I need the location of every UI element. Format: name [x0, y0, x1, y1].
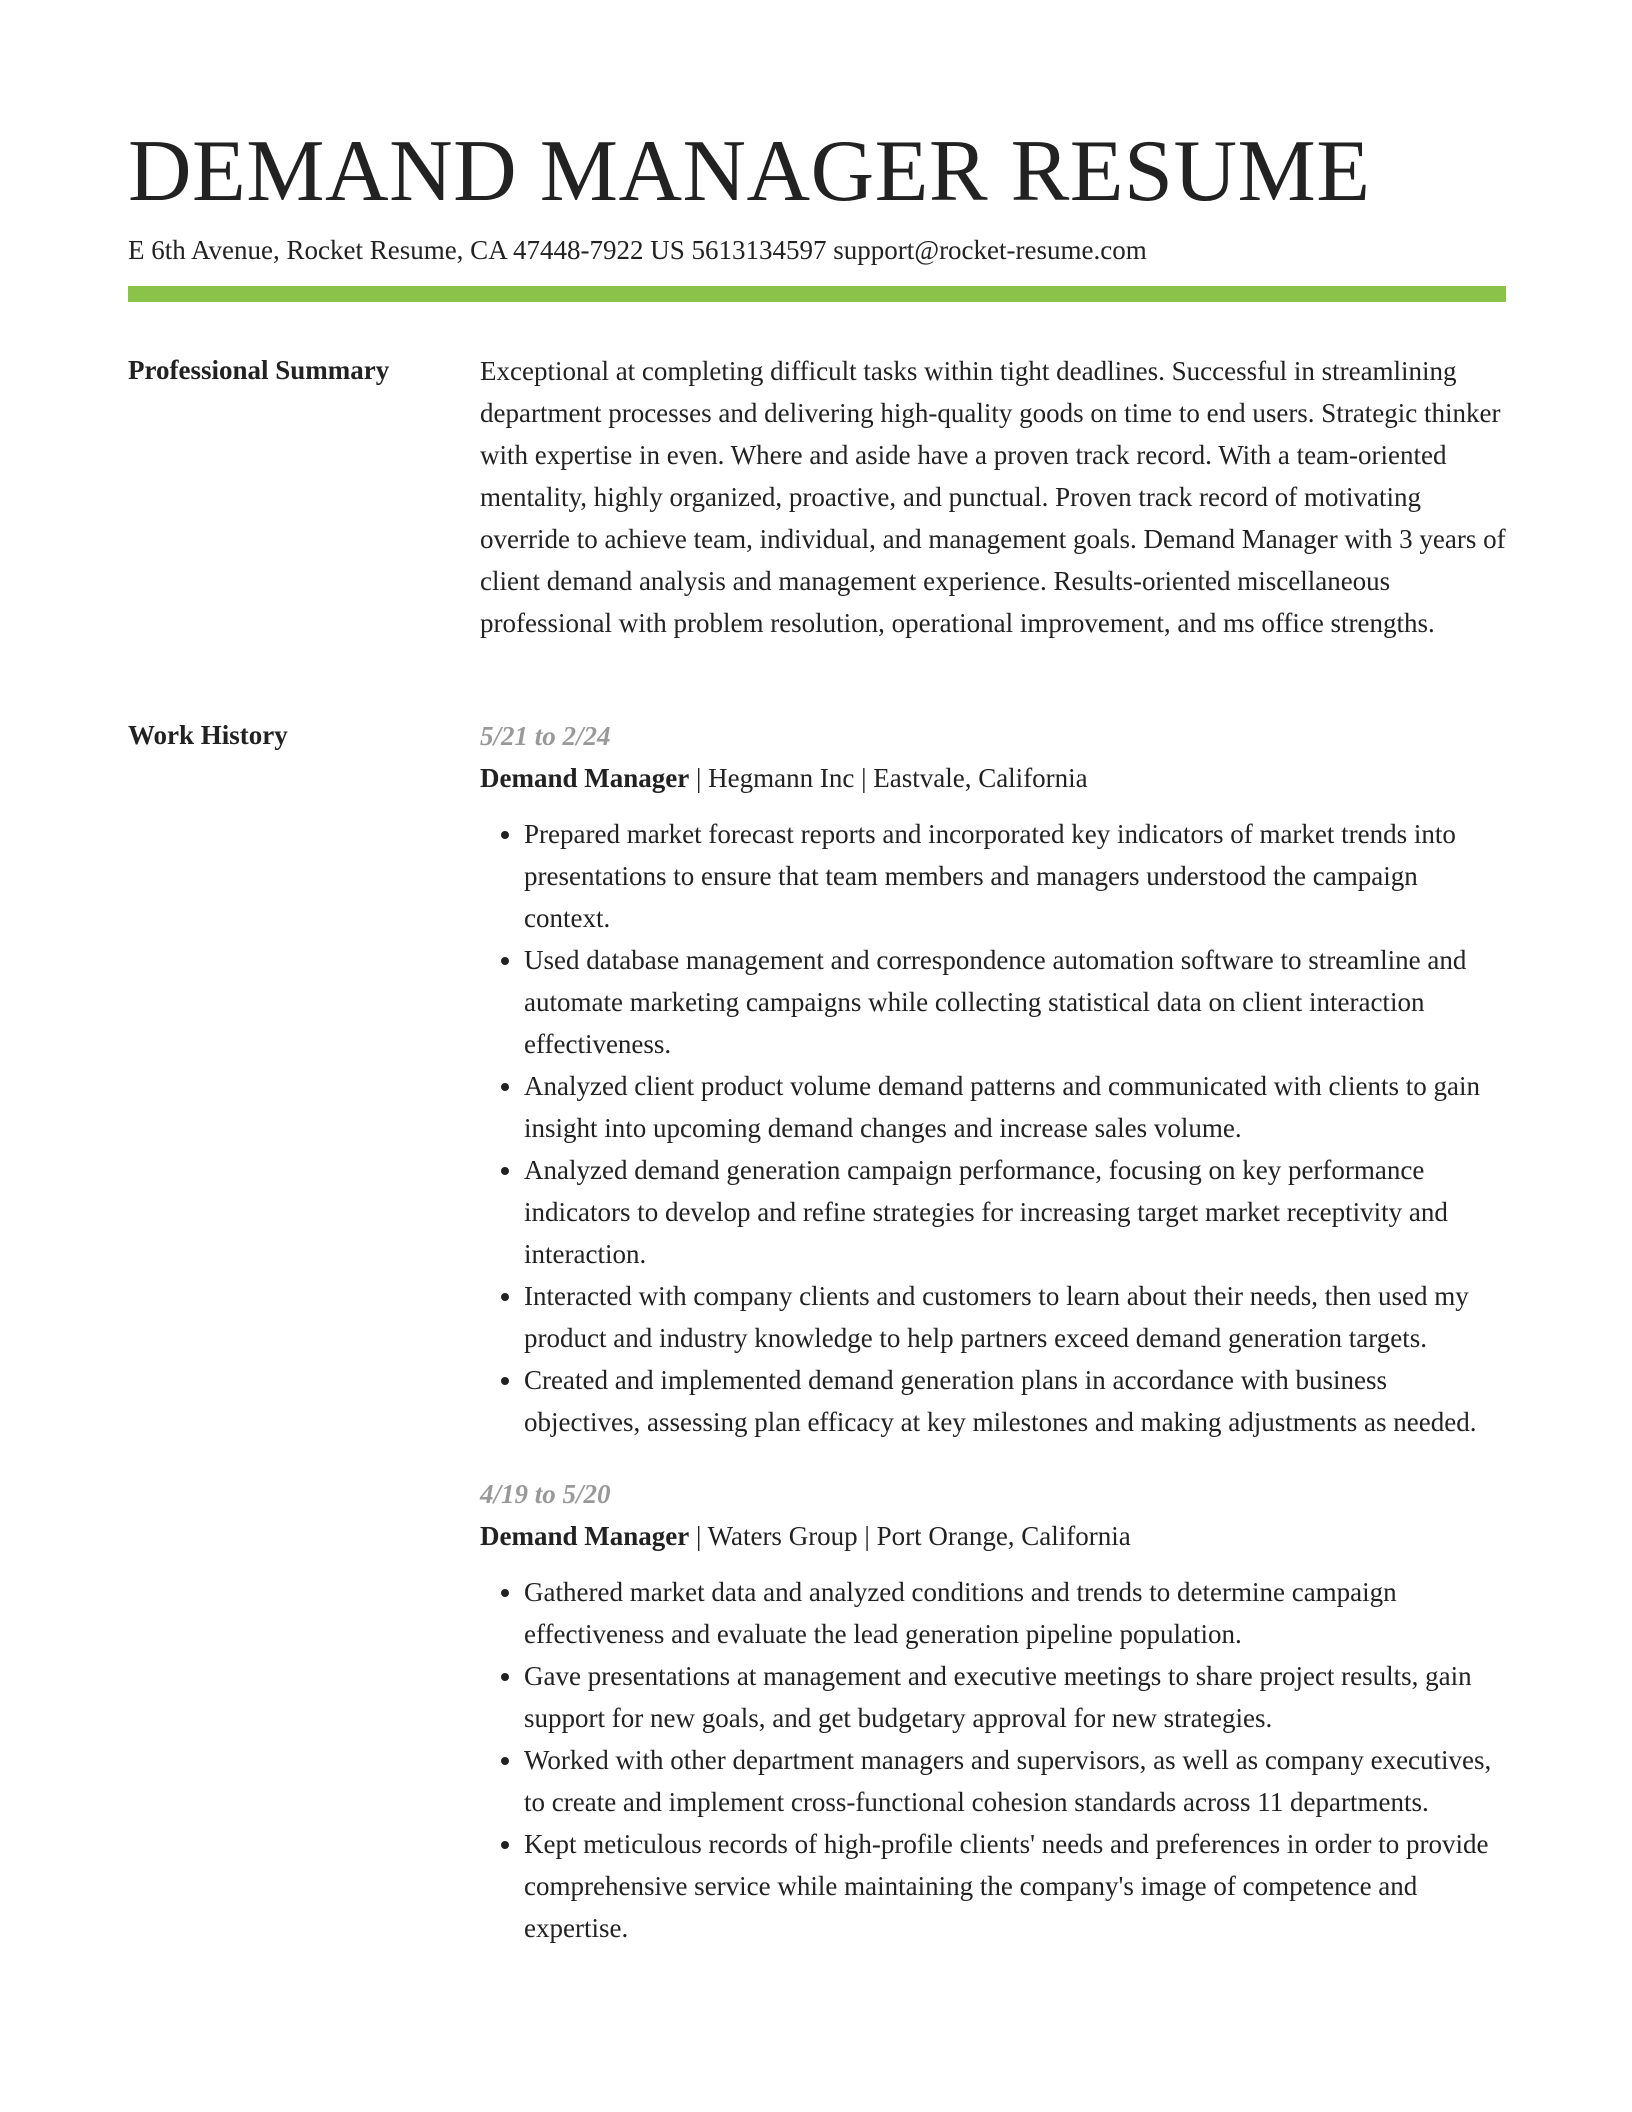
job-details: | Hegmann Inc | Eastvale, California — [689, 763, 1088, 793]
job-bullet: • Gave presentations at management and executive meetings to share project results, gain support for new goals, and get budgetary approval for new strategies. — [524, 1655, 1506, 1739]
contact-line: E 6th Avenue, Rocket Resume, CA 47448-7922 US 5613134597 support@rocket-resume.com — [128, 235, 1147, 265]
job-bullet: • Created and implemented demand generation plans in accordance with business objectives, assessing plan efficacy at key milestones and making adjustments as needed. — [524, 1359, 1506, 1443]
summary-text: Exceptional at completing difficult tasks within tight deadlines. Successful in streamlining department processes and delivering high-quality goods on time to end users. Strategic thinker with expertise in even. Where and aside have a proven track record. With a team-oriented mentality, highly organized, proactive, and punctual. Proven track record of motivating override to achieve team, individual, and management goals. Demand Manager with 3 years of client demand analysis and management experience. Results-oriented miscellaneous professional with problem resolution, operational improvement, and ms office strengths. — [480, 356, 1506, 638]
section-title-summary: Professional Summary — [128, 355, 390, 385]
job-dates: 4/19 to 5/20 — [480, 1479, 611, 1509]
work-history-body — [480, 715, 1506, 1979]
job-entry — [480, 1473, 1506, 1949]
job-dates: 5/21 to 2/24 — [480, 721, 611, 751]
job-title-line — [480, 757, 1506, 799]
summary-body — [480, 350, 1506, 644]
section-title-work-history: Work History — [128, 720, 288, 750]
job-bullet: • Prepared market forecast reports and incorporated key indicators of market trends into presentations to ensure that team members and managers understood the campaign context. — [524, 813, 1506, 939]
resume-title: DEMAND MANAGER RESUME — [128, 123, 1371, 220]
job-title: Demand Manager — [480, 1521, 690, 1551]
job-bullet: • Analyzed demand generation campaign performance, focusing on key performance indicators to develop and refine strategies for increasing target market receptivity and interaction. — [524, 1149, 1506, 1275]
job-details: | Waters Group | Port Orange, California — [689, 1521, 1131, 1551]
job-title: Demand Manager — [480, 763, 690, 793]
job-bullet: • Analyzed client product volume demand patterns and communicated with clients to gain insight into upcoming demand changes and increase sales volume. — [524, 1065, 1506, 1149]
job-bullet: • Interacted with company clients and customers to learn about their needs, then used my product and industry knowledge to help partners exceed demand generation targets. — [524, 1275, 1506, 1359]
job-bullets — [480, 1571, 1506, 1949]
job-bullets — [480, 813, 1506, 1443]
job-bullet: • Used database management and correspondence automation software to streamline and automate marketing campaigns while collecting statistical data on client interaction effectiveness. — [524, 939, 1506, 1065]
job-entry — [480, 715, 1506, 1443]
job-title-line — [480, 1515, 1506, 1557]
job-bullet: • Worked with other department managers and supervisors, as well as company executives, to create and implement cross-functional cohesion standards across 11 departments. — [524, 1739, 1506, 1823]
header-divider — [128, 286, 1506, 302]
job-bullet: • Gathered market data and analyzed conditions and trends to determine campaign effectiveness and evaluate the lead generation pipeline population. — [524, 1571, 1506, 1655]
job-bullet: • Kept meticulous records of high-profile clients' needs and preferences in order to provide comprehensive service while maintaining the company's image of competence and expertise. — [524, 1823, 1506, 1949]
